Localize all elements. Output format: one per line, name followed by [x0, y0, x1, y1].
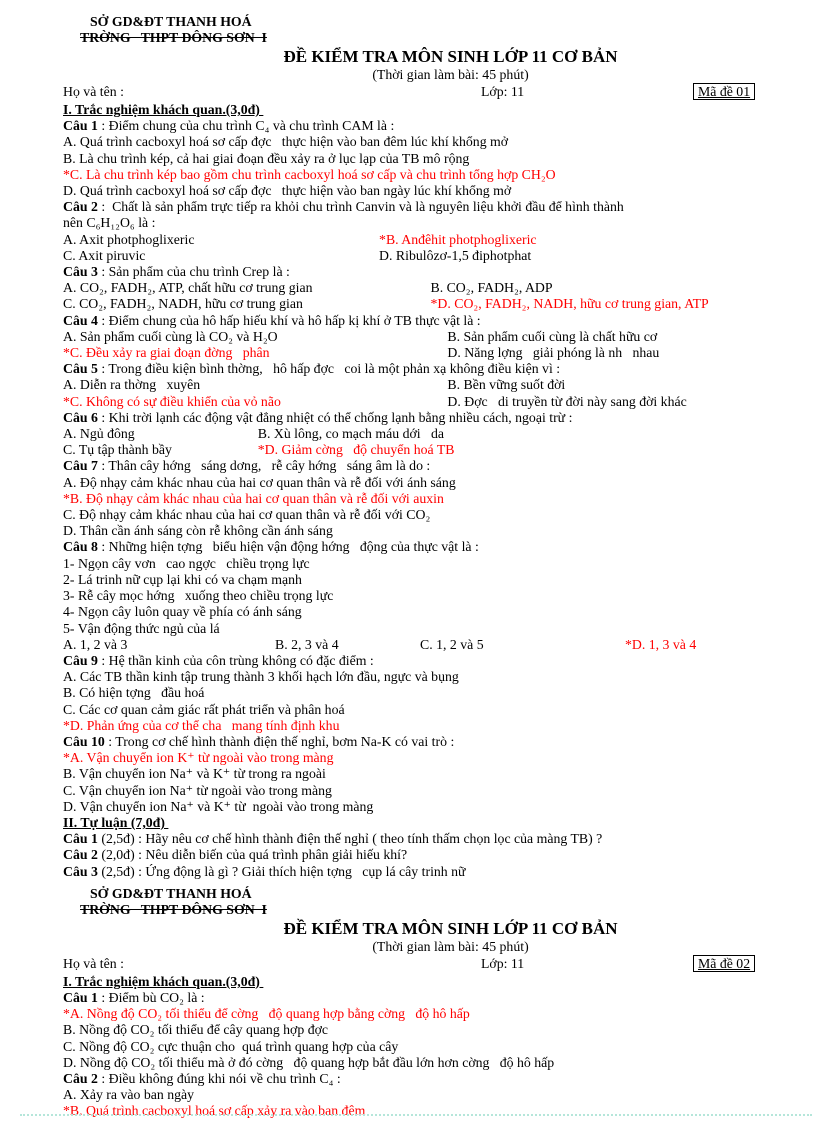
- text: : Điểm chung của hô hấp hiếu khí và hô hấp kị khí ở TB thực vật là :: [101, 312, 481, 328]
- option-line: [63, 523, 798, 539]
- text-segment: [63, 1022, 328, 1038]
- text-segment: [63, 1071, 341, 1087]
- option-line: [63, 1087, 798, 1103]
- text: D. Năng lợng giải phóng là nh nhau: [447, 345, 660, 361]
- text-segment: [63, 442, 258, 458]
- text: D. Nồng độ CO₂ tối thiểu mà ở đó cờng độ quang hợp bắt đầu lớn hơn cờng độ hô hấp: [63, 1054, 555, 1070]
- correct-answer-option: [431, 296, 709, 312]
- text: : Trong điều kiện bình thờng, hô hấp đợc coi là một phản xạ không điều kiện vì :: [101, 361, 561, 377]
- text: : Khi trời lạnh các động vật đẳng nhiệt có thể chống lạnh bằng nhiều cách, ngoại trừ :: [101, 409, 573, 425]
- student-info-row: [63, 955, 798, 973]
- text: : Điểm bù CO₂ là :: [101, 989, 205, 1005]
- text: (2,0đ) : Nêu diễn biến của quá trình phân giải hiếu khí?: [101, 847, 408, 863]
- question-number: Câu 7: [63, 458, 102, 474]
- question-line: [63, 734, 798, 750]
- text-segment: [63, 313, 481, 329]
- text: : Những hiện tợng biểu hiện vận động hớng động của thực vật là :: [101, 539, 479, 555]
- text-segment: [63, 458, 430, 474]
- text: D. Đợc di truyền từ đời này sang đời khác: [447, 393, 687, 409]
- text: 5- Vận động thức ngủ của lá: [63, 620, 220, 636]
- text-segment: [63, 556, 310, 572]
- option-line: [63, 248, 798, 264]
- exam-title: ĐỀ KIỂM TRA MÔN SINH LỚP 11 CƠ BẢN: [283, 918, 618, 938]
- class-label: Lớp: 11: [481, 955, 525, 971]
- question-list: [63, 974, 798, 1120]
- question-line: [63, 1071, 798, 1087]
- text: B. Bền vững suốt đời: [447, 377, 566, 393]
- correct-answer-line: [63, 296, 798, 312]
- text-segment: [63, 183, 511, 199]
- text: *B. Quá trình cacboxyl hoá sơ cấp xảy ra vào ban đêm: [63, 1103, 366, 1119]
- section-heading: [63, 815, 798, 831]
- text: A. Độ nhạy cảm khác nhau của hai cơ quan thân và rễ đối với ánh sáng: [63, 474, 456, 490]
- correct-answer-line: [63, 750, 798, 766]
- text: C. Tụ tập thành bầy: [63, 442, 172, 458]
- text-segment: [63, 118, 394, 134]
- text: : Thân cây hớng sáng dơng, rễ cây hớng sáng âm là do :: [101, 458, 431, 474]
- correct-answer-option: [258, 442, 455, 458]
- text: : Trong cơ chế hình thành điện thế nghỉ, bơm Na-K có vai trò :: [108, 733, 455, 749]
- school-name: TRỜNG THPT ĐÔNG SƠN I: [80, 30, 267, 45]
- question-list: [63, 102, 798, 880]
- text-segment: [63, 621, 220, 637]
- text: 3- Rễ cây mọc hớng xuống theo chiều trọng lực: [63, 588, 334, 604]
- text-segment: [63, 734, 454, 750]
- correct-answer-line: [63, 167, 798, 183]
- option-line: [63, 280, 798, 296]
- correct-answer-line: [63, 345, 798, 361]
- text: A. Diễn ra thờng xuyên: [63, 377, 201, 393]
- question-line: [63, 313, 798, 329]
- text: C. Vận chuyển ion Na⁺ từ ngoài vào trong màng: [63, 782, 332, 798]
- question-number: Câu 1: [63, 989, 102, 1005]
- correct-answer-option: [379, 232, 537, 248]
- text-segment: [63, 151, 469, 167]
- text-segment: [447, 345, 659, 361]
- text: D. Ribulôzơ-1,5 điphotphat: [379, 247, 532, 263]
- student-info-row: [63, 83, 798, 101]
- question-number: Câu 5: [63, 361, 102, 377]
- correct-answer-line: [63, 1006, 798, 1022]
- text: (2,5đ) : Ứng động là gì ? Giải thích hiện tợng cụp lá cây trinh nữ: [101, 863, 466, 879]
- question-number: Câu 2: [63, 847, 102, 863]
- text: A. Ngủ đông: [63, 426, 135, 442]
- text: B. Sản phẩm cuối cùng là chất hữu cơ: [447, 328, 658, 344]
- text-segment: [63, 296, 431, 312]
- question-number: Câu 3: [63, 863, 102, 879]
- question-number: Câu 2: [63, 1070, 102, 1086]
- text-segment: [420, 637, 625, 653]
- text: : Chất là sản phẩm trực tiếp ra khỏi chu trình Canvin và là nguyên liệu khởi đầu để hình thành: [101, 199, 624, 215]
- text: B. CO₂, FADH₂, ADP: [430, 280, 553, 296]
- text-segment: [63, 815, 168, 831]
- question-number: Câu 4: [63, 312, 102, 328]
- text: C. CO₂, FADH₂, NADH, hữu cơ trung gian: [63, 296, 303, 312]
- option-line: [63, 1039, 798, 1055]
- question-line: [63, 458, 798, 474]
- text: *D. CO₂, FADH₂, NADH, hữu cơ trung gian, ATP: [430, 296, 709, 312]
- question-number: Câu 9: [63, 652, 102, 668]
- text-segment: [63, 410, 572, 426]
- text: *C. Đều xảy ra giai đoạn đờng phân: [63, 345, 270, 361]
- text-segment: [63, 864, 466, 880]
- option-line: [63, 685, 798, 701]
- correct-answer-option: [63, 718, 339, 734]
- text: C. 1, 2 và 5: [420, 636, 484, 652]
- option-line: [63, 134, 798, 150]
- correct-answer-option: [63, 167, 556, 183]
- text: nên C₆H₁₂O₆ là :: [63, 215, 156, 231]
- text: *D. 1, 3 và 4: [625, 636, 697, 652]
- section-heading: [63, 102, 798, 118]
- option-line: [63, 183, 798, 199]
- correct-answer-option: [63, 345, 447, 361]
- question-number: Câu 10: [63, 733, 109, 749]
- question-line: [63, 118, 798, 134]
- correct-answer-option: [63, 1006, 470, 1022]
- text-segment: [63, 507, 430, 523]
- correct-answer-line: [63, 637, 798, 653]
- text: I. Trắc nghiệm khách quan.(3,0đ): [63, 973, 264, 989]
- text: A. Sản phẩm cuối cùng là CO₂ và H₂O: [63, 328, 278, 344]
- text-segment: [447, 329, 657, 345]
- correct-answer-line: [63, 491, 798, 507]
- question-line: [63, 653, 798, 669]
- text-segment: [63, 134, 508, 150]
- text-segment: [379, 248, 531, 264]
- text-segment: [447, 394, 686, 410]
- department-name: SỞ GD&ĐT THANH HOÁ: [90, 14, 252, 29]
- text-segment: [63, 1039, 398, 1055]
- text: 1- Ngọn cây vơn cao ngợc chiều trọng lực: [63, 555, 310, 571]
- text-segment: [63, 361, 560, 377]
- text-segment: [63, 329, 447, 345]
- text: C. Độ nhạy cảm khác nhau của hai cơ quan thân và rễ đối với CO₂: [63, 507, 431, 523]
- option-line: [63, 799, 798, 815]
- option-line: [63, 1055, 798, 1071]
- question-line: [63, 361, 798, 377]
- correct-answer-line: [63, 232, 798, 248]
- text: B. Là chu trình kép, cả hai giai đoạn đều xảy ra ở lục lạp của TB mô rộng: [63, 150, 470, 166]
- question-line: [63, 264, 798, 280]
- student-name-label: Họ và tên :: [63, 955, 124, 971]
- text: : Hệ thần kinh của côn trùng không có đặc điểm :: [101, 652, 374, 668]
- question-line: [63, 847, 798, 863]
- correct-answer-line: [63, 442, 798, 458]
- text-segment: [275, 637, 420, 653]
- text: *B. Độ nhạy cảm khác nhau của hai cơ quan thân và rễ đối với auxin: [63, 490, 444, 506]
- correct-answer-line: [63, 394, 798, 410]
- option-line: [63, 588, 798, 604]
- question-number: Câu 1: [63, 118, 102, 134]
- text-segment: [63, 783, 332, 799]
- text-segment: [63, 215, 155, 231]
- text: D. Quá trình cacboxyl hoá sơ cấp đợc thực hiện vào ban ngày lúc khí khổng mở: [63, 183, 512, 199]
- text: D. Vận chuyển ion Na⁺ và K⁺ từ ngoài vào trong màng: [63, 798, 374, 814]
- correct-answer-line: [63, 718, 798, 734]
- question-line: [63, 864, 798, 880]
- text-segment: [63, 539, 479, 555]
- text: *C. Là chu trình kép bao gồm chu trình cacboxyl hoá sơ cấp và chu trình tổng hợp CH₂O: [63, 166, 556, 182]
- text-segment: [63, 426, 258, 442]
- text: *A. Nồng độ CO₂ tối thiểu để cờng độ quang hợp bằng cờng độ hô hấp: [63, 1006, 470, 1022]
- text: A. Các TB thần kinh tập trung thành 3 khối hạch lớn đầu, ngực và bụng: [63, 669, 459, 685]
- text: II. Tự luận (7,0đ): [63, 814, 169, 830]
- option-line: [63, 702, 798, 718]
- text: B. Xù lông, co mạch máu dới da: [257, 426, 445, 442]
- option-line: [63, 556, 798, 572]
- text: (2,5đ) : Hãy nêu cơ chế hình thành điện thế nghỉ ( theo tính thấm chọn lọc của màng TB) ?: [101, 831, 603, 847]
- text-segment: [63, 766, 326, 782]
- text-segment: [63, 248, 379, 264]
- text: : Điều không đúng khi nói về chu trình C₄ :: [101, 1070, 341, 1086]
- text-segment: [63, 377, 447, 393]
- text: C. Các cơ quan cảm giác rất phát triển và phân hoá: [63, 701, 345, 717]
- text-segment: [447, 377, 565, 393]
- text: B. 2, 3 và 4: [275, 636, 339, 652]
- exam-duration: (Thời gian làm bài: 45 phút): [372, 938, 529, 954]
- question-line: [63, 539, 798, 555]
- text: A. 1, 2 và 3: [63, 636, 128, 652]
- question-number: Câu 6: [63, 409, 102, 425]
- text: A. CO₂, FADH₂, ATP, chất hữu cơ trung gian: [63, 280, 313, 296]
- text-segment: [63, 831, 602, 847]
- question-number: Câu 1: [63, 831, 102, 847]
- text-segment: [63, 637, 275, 653]
- text: D. Thân cần ánh sáng còn rễ không cần ánh sáng: [63, 523, 333, 539]
- text-segment: [63, 799, 373, 815]
- text-segment: [63, 475, 456, 491]
- text: I. Trắc nghiệm khách quan.(3,0đ): [63, 102, 264, 117]
- correct-answer-line: [63, 1103, 798, 1119]
- text-segment: [63, 669, 459, 685]
- text: : Điểm chung của chu trình C₄ và chu trình CAM là :: [101, 118, 395, 134]
- text-segment: [63, 199, 624, 215]
- option-line: [63, 766, 798, 782]
- text-segment: [63, 264, 290, 280]
- text-segment: [63, 102, 263, 118]
- option-line: [63, 151, 798, 167]
- option-line: [63, 377, 798, 393]
- option-line: [63, 621, 798, 637]
- option-line: [63, 426, 798, 442]
- option-line: [63, 783, 798, 799]
- question-number: Câu 3: [63, 264, 102, 280]
- text: A. Xảy ra vào ban ngày: [63, 1087, 195, 1103]
- text: : Sản phẩm của chu trình Crep là :: [101, 264, 290, 280]
- text: B. Nồng độ CO₂ tối thiểu để cây quang hợp đợc: [63, 1022, 329, 1038]
- question-number: Câu 2: [63, 199, 102, 215]
- option-line: [63, 604, 798, 620]
- text: B. Có hiện tợng đầu hoá: [63, 685, 205, 701]
- exam-2: [63, 886, 798, 1120]
- correct-answer-option: [63, 750, 333, 766]
- exam-title: ĐỀ KIỂM TRA MÔN SINH LỚP 11 CƠ BẢN: [283, 47, 618, 66]
- text: C. Axit piruvic: [63, 247, 146, 263]
- section-heading: [63, 974, 798, 990]
- student-name-label: Họ và tên :: [63, 84, 124, 99]
- exam-1: [63, 0, 798, 880]
- exam-code-badge: Mã đề 01: [693, 83, 755, 100]
- text-segment: [63, 280, 431, 296]
- text-segment: [63, 685, 204, 701]
- option-line: [63, 507, 798, 523]
- text: B. Vận chuyển ion Na⁺ và K⁺ từ trong ra ngoài: [63, 766, 326, 782]
- text-segment: [63, 974, 263, 990]
- question-line: [63, 990, 798, 1006]
- correct-answer-option: [63, 491, 444, 507]
- text-segment: [63, 702, 345, 718]
- question-line: [63, 831, 798, 847]
- option-line: [63, 329, 798, 345]
- question-number: Câu 8: [63, 539, 102, 555]
- option-line: [63, 669, 798, 685]
- text-segment: [63, 653, 374, 669]
- correct-answer-option: [63, 394, 447, 410]
- text: C. Nồng độ CO₂ cực thuận cho quá trình quang hợp của cây: [63, 1038, 399, 1054]
- text: *B. Anđêhit photphoglixeric: [379, 231, 537, 247]
- page-break-divider: [20, 1114, 812, 1116]
- department-name: SỞ GD&ĐT THANH HOÁ: [90, 885, 252, 901]
- text: A. Axit photphoglixeric: [63, 231, 195, 247]
- text-segment: [63, 232, 379, 248]
- correct-answer-option: [63, 1103, 365, 1119]
- text: *C. Không có sự điều khiển của vỏ não: [63, 393, 281, 409]
- class-label: Lớp: 11: [481, 84, 525, 99]
- text-segment: [258, 426, 444, 442]
- text-segment: [63, 588, 333, 604]
- text: *D. Giảm cờng độ chuyển hoá TB: [257, 442, 455, 458]
- option-line: [63, 215, 798, 231]
- text: *A. Vận chuyển ion K⁺ từ ngoài vào trong màng: [63, 750, 334, 766]
- text-segment: [63, 1055, 554, 1071]
- option-line: [63, 572, 798, 588]
- text-segment: [63, 572, 302, 588]
- exam-code-badge: Mã đề 02: [693, 955, 755, 972]
- exam-duration: (Thời gian làm bài: 45 phút): [372, 67, 529, 82]
- option-line: [63, 1022, 798, 1038]
- text-segment: [63, 604, 302, 620]
- option-line: [63, 475, 798, 491]
- text-segment: [431, 280, 553, 296]
- text: 4- Ngọn cây luôn quay về phía có ánh sáng: [63, 604, 302, 620]
- text-segment: [63, 523, 333, 539]
- question-line: [63, 410, 798, 426]
- text: 2- Lá trinh nữ cụp lại khi có va chạm mạnh: [63, 571, 302, 587]
- text: A. Quá trình cacboxyl hoá sơ cấp đợc thực hiện vào ban đêm lúc khí khổng mở: [63, 134, 509, 150]
- correct-answer-option: [625, 637, 696, 653]
- text-segment: [63, 1087, 194, 1103]
- text: *D. Phản ứng của cơ thể cha mang tính định khu: [63, 717, 340, 733]
- text-segment: [63, 990, 205, 1006]
- school-name: TRỜNG THPT ĐÔNG SƠN I: [80, 901, 267, 917]
- question-line: [63, 199, 798, 215]
- text-segment: [63, 847, 407, 863]
